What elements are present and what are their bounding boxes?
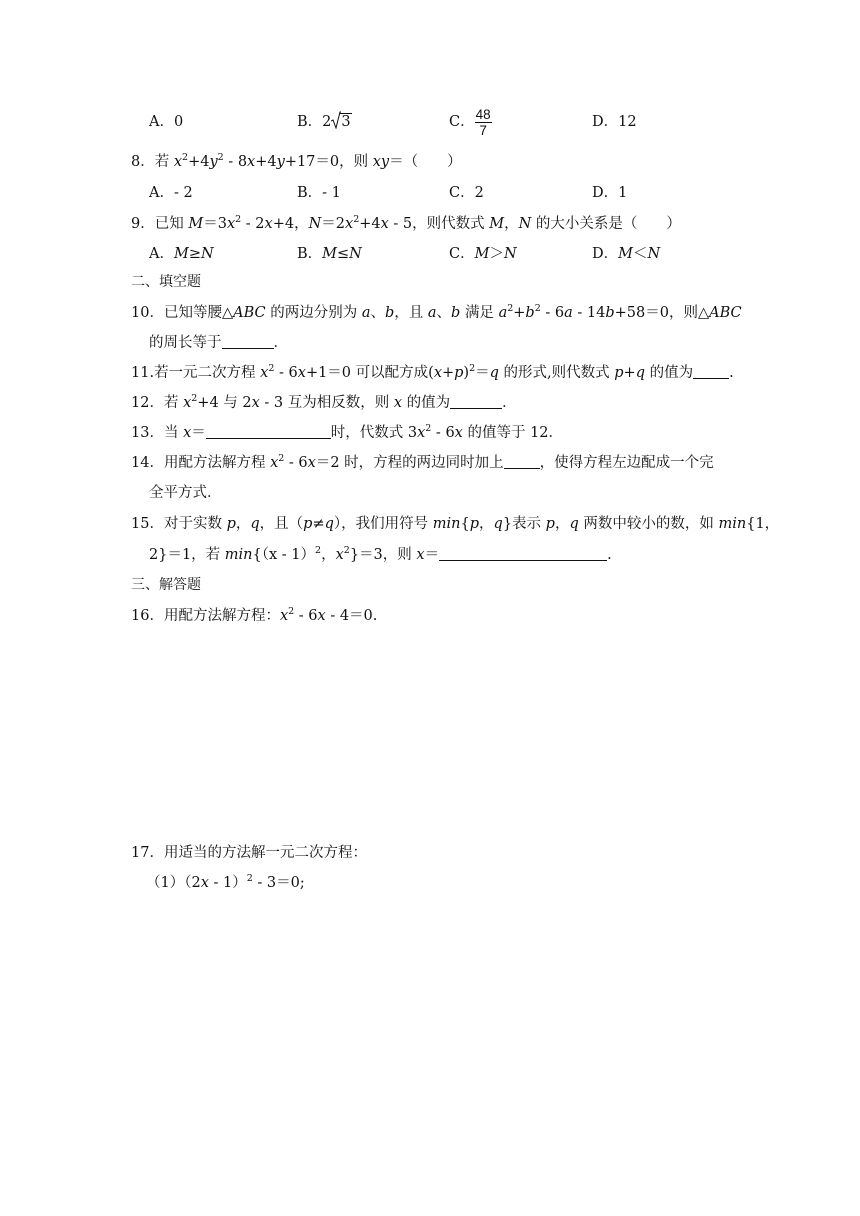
var-x: x [307, 455, 316, 471]
q16-number: 16． [131, 608, 164, 624]
var-b: b [451, 305, 461, 321]
var-p-plus-q: p+q [614, 365, 645, 381]
var-m: M [173, 246, 189, 262]
q8-text: +4 [255, 154, 277, 170]
q15-text: ， [554, 516, 570, 532]
q8-option-b: B．‑ 1 [297, 185, 341, 201]
var-x: x [417, 425, 426, 441]
q16-text: ‑ 4＝0. [325, 608, 378, 624]
answer-blank[interactable] [206, 424, 331, 439]
answer-blank[interactable] [504, 454, 540, 469]
q7-option-d [592, 112, 637, 132]
fraction-numerator: 48 [475, 106, 491, 122]
var-m: M [489, 216, 505, 232]
q12-number: 12． [131, 395, 164, 411]
var-x: x [200, 875, 209, 891]
var-q: q [324, 516, 334, 532]
var-x: x [297, 365, 306, 381]
var-n: N [201, 246, 214, 262]
q14-text: ＝2 时，方程的两边同时加上 [315, 455, 504, 471]
option-label: D． [592, 246, 619, 262]
option-label: A． [149, 246, 174, 262]
q11-text: ‑ 6 [274, 365, 298, 381]
q16-text: ‑ 6 [294, 608, 318, 624]
q7-option-b [297, 112, 352, 132]
q8-stem [131, 152, 462, 172]
q17-text: ‑ 3＝0; [252, 875, 305, 891]
var-m: M [322, 246, 338, 262]
q8-option-d: D．1 [592, 185, 628, 201]
var-x: x [173, 154, 183, 170]
answer-blank[interactable] [439, 546, 607, 561]
q11-text: . [729, 365, 734, 381]
q14-stem [131, 453, 714, 473]
q9-option-b [297, 244, 362, 264]
q7-option-d-value: 12 [618, 114, 637, 130]
var-b: b [384, 305, 395, 321]
q14-text: ，使得方程左边配成一个完 [539, 455, 714, 471]
var-y: y [209, 154, 218, 170]
relation: ≤ [337, 246, 350, 262]
q15-text: }＝3，则 [349, 547, 417, 563]
exponent: 2 [469, 363, 476, 374]
exponent: 2 [343, 545, 350, 556]
q14-text: ‑ 6 [284, 455, 308, 471]
q14-text: 用配方法解方程 [163, 455, 271, 471]
var-n: N [349, 246, 362, 262]
q15-text: }表示 [502, 516, 546, 532]
var-min: min [718, 516, 747, 532]
var-x: x [416, 547, 425, 563]
q15-text: ， [235, 516, 251, 532]
q10-text: 满足 [460, 305, 499, 321]
q11-stem [131, 363, 734, 383]
q15-text: {（x ‑ 1） [252, 547, 316, 563]
q12-text: 若 [163, 395, 184, 411]
q9-text: ， [504, 216, 519, 232]
var-q: q [489, 365, 499, 381]
var-x: x [345, 216, 354, 232]
exponent: 2 [315, 545, 322, 556]
var-x: x [454, 425, 463, 441]
q15-line2 [149, 545, 612, 565]
var-x: x [260, 365, 269, 381]
q9-text: ‑ 5，则代数式 [388, 216, 490, 232]
var-x: x [226, 216, 236, 232]
q7-option-a-label: A． [149, 114, 174, 130]
exponent: 2 [288, 606, 295, 617]
var-min: min [224, 547, 253, 563]
q11-text: ) [463, 365, 470, 381]
var-n: N [518, 216, 532, 232]
var-q: q [250, 516, 260, 532]
q8-option-a: A．‑ 2 [149, 185, 193, 201]
q13-text: 时，代数式 3 [330, 425, 418, 441]
var-n: N [308, 216, 322, 232]
q10-text: ‑ 14 [572, 305, 606, 321]
q11-text: 的形式,则代数式 [498, 365, 615, 381]
q9-text: ＝3 [203, 216, 227, 232]
answer-blank[interactable] [450, 394, 502, 409]
q15-text: ＝ [424, 547, 440, 563]
q13-number: 13． [131, 425, 164, 441]
q11-number: 11. [131, 365, 155, 381]
q12-text: ． [502, 395, 517, 411]
q12-text: +4 与 2 [197, 395, 252, 411]
q7-option-b-radicand: 3 [341, 114, 351, 130]
q15-text: ，且（ [259, 516, 304, 532]
var-a: a [498, 305, 508, 321]
q17-text: 用适当的方法解一元二次方程： [163, 845, 367, 861]
q11-text: 的值为 [644, 365, 694, 381]
q10-text: ‑ 6 [540, 305, 565, 321]
var-x: x [183, 425, 192, 441]
var-m: M [474, 246, 490, 262]
q9-option-c [449, 244, 517, 264]
q7-option-a-value: 0 [173, 114, 184, 130]
q7-option-a [149, 112, 183, 132]
exponent: 2 [534, 303, 541, 314]
q12-text: ‑ 3 互为相反数，则 [259, 395, 394, 411]
section-heading-solve: 三、解答题 [131, 577, 201, 593]
option-label: B． [297, 246, 323, 262]
q10-number: 10． [131, 305, 164, 321]
exponent: 2 [507, 303, 514, 314]
q15-text: 2}＝1，若 [149, 547, 225, 563]
exponent: 2 [268, 363, 275, 374]
q17-stem [131, 843, 367, 863]
q9-number: 9． [131, 216, 155, 232]
q10-text: +58＝0，则△ [614, 305, 710, 321]
var-x-plus-p: x+p [433, 365, 464, 381]
q10-stem [131, 303, 742, 323]
q9-stem [131, 214, 681, 234]
q10-text: + [513, 305, 526, 321]
exponent: 2 [217, 152, 224, 163]
var-p: p [226, 516, 236, 532]
relation: ≥ [188, 246, 201, 262]
var-abc: ABC [233, 305, 266, 321]
var-x: x [380, 216, 389, 232]
q13-text: ＝ [191, 425, 206, 441]
q9-text: ＝2 [321, 216, 345, 232]
var-p: p [545, 516, 555, 532]
var-n: N [647, 246, 661, 262]
q8-text: 若 [154, 154, 174, 170]
q15-text: ≠ [312, 516, 325, 532]
var-a: a [564, 305, 573, 321]
option-label: C． [449, 246, 475, 262]
q12-text: 的值为 [402, 395, 451, 411]
var-y: y [276, 154, 285, 170]
var-a: a [361, 305, 371, 321]
q15-text: 两数中较小的数，如 [578, 516, 719, 532]
var-x: x [183, 395, 192, 411]
section-heading-fill-in: 二、填空题 [131, 274, 201, 290]
q11-text: +1＝0 可以配方成( [305, 365, 434, 381]
exponent: 2 [353, 214, 360, 225]
var-p: p [469, 516, 480, 532]
q10-text: 、 [436, 305, 452, 321]
q7-option-c [449, 104, 492, 140]
var-xy: xy [372, 154, 390, 170]
q17-text: ‑ 1） [208, 875, 247, 891]
answer-blank[interactable] [693, 364, 729, 379]
var-x: x [279, 608, 289, 624]
sqrt-symbol [331, 112, 351, 132]
var-x: x [264, 216, 273, 232]
fraction-denominator: 7 [479, 122, 487, 138]
q7-option-b-label: B． [297, 114, 323, 130]
var-x: x [335, 547, 344, 563]
q9-text: 的大小关系是（ ） [531, 216, 681, 232]
q10-text: ，且 [394, 305, 428, 321]
var-abc: ABC [709, 305, 742, 321]
q9-text: +4， [272, 216, 309, 232]
var-b: b [525, 305, 535, 321]
relation: ＞ [489, 246, 504, 262]
q15-text: ， [479, 516, 494, 532]
q10-text: 的两边分别为 [265, 305, 362, 321]
var-a: a [427, 305, 437, 321]
var-n: N [503, 246, 517, 262]
var-x: x [247, 154, 256, 170]
var-x: x [270, 455, 279, 471]
q14-line2: 全平方式． [149, 485, 222, 501]
var-x: x [251, 395, 260, 411]
var-m: M [618, 246, 633, 262]
q15-text: 对于实数 [163, 516, 227, 532]
var-x: x [317, 608, 326, 624]
q16-stem [131, 606, 377, 626]
exponent: 2 [182, 152, 189, 163]
q7-option-d-label: D． [592, 114, 619, 130]
var-q: q [493, 516, 503, 532]
q17-sub1 [146, 873, 305, 893]
q9-text: +4 [359, 216, 381, 232]
q8-text: ＝（ ） [389, 154, 462, 170]
exponent: 2 [235, 214, 242, 225]
q15-text: ， [321, 547, 336, 563]
q10-text: ． [273, 335, 288, 351]
relation: ＜ [633, 246, 648, 262]
q15-text: {1， [746, 516, 780, 532]
q13-text: 当 [163, 425, 184, 441]
var-m: M [188, 216, 204, 232]
q17-text: （1）（2 [146, 875, 201, 891]
q9-text: ‑ 2 [241, 216, 265, 232]
q10-text: 的周长等于 [149, 335, 222, 351]
var-p: p [303, 516, 313, 532]
var-x: x [393, 395, 403, 411]
q13-stem [131, 423, 563, 443]
q15-text: { [460, 516, 470, 532]
q10-line2 [149, 333, 288, 353]
var-min: min [432, 516, 461, 532]
answer-blank[interactable] [222, 334, 274, 349]
q16-text: 用配方法解方程： [163, 608, 280, 624]
q7-option-c-label: C． [449, 114, 475, 130]
q11-text: 若一元二次方程 [154, 365, 261, 381]
q9-option-d [592, 244, 660, 264]
q17-number: 17． [131, 845, 164, 861]
q9-text: 已知 [154, 216, 189, 232]
var-b: b [605, 305, 615, 321]
q10-text: 、 [370, 305, 385, 321]
exponent: 2 [246, 873, 253, 884]
q9-option-a [149, 244, 214, 264]
q8-text: ‑ 8 [223, 154, 248, 170]
q15-text: . [607, 547, 612, 563]
q8-text: +17＝0，则 [284, 154, 373, 170]
q13-text: ‑ 6 [431, 425, 455, 441]
q8-number: 8． [131, 154, 155, 170]
q7-option-b-coef: 2 [322, 114, 332, 130]
q15-number: 15． [131, 516, 164, 532]
q7-option-c-fraction [475, 107, 492, 138]
q8-text: +4 [188, 154, 210, 170]
var-q: q [569, 516, 579, 532]
q15-text: ），我们用符号 [333, 516, 433, 532]
exponent: 2 [278, 453, 285, 464]
q8-option-c: C．2 [449, 185, 484, 201]
q15-stem [131, 514, 779, 534]
q12-stem [131, 393, 517, 413]
q11-text: ＝ [475, 365, 490, 381]
q14-number: 14． [131, 455, 164, 471]
exponent: 2 [425, 423, 432, 434]
q10-text: 已知等腰△ [163, 305, 234, 321]
exponent: 2 [191, 393, 198, 404]
q13-text: 的值等于 12． [462, 425, 564, 441]
